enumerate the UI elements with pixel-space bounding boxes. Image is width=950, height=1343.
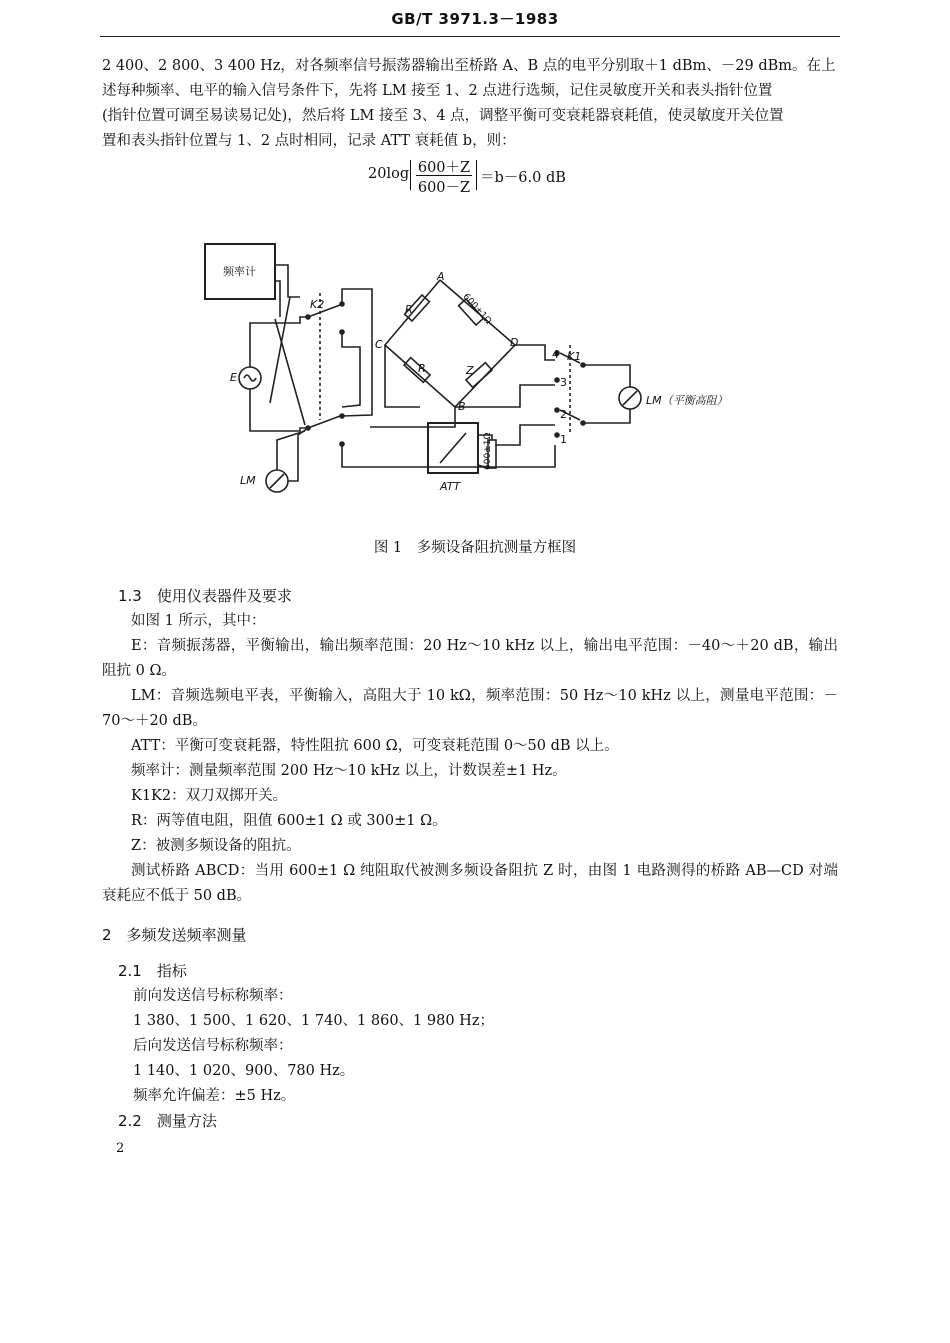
backward-frequencies-values: 1 140、1 020、900、780 Hz。 bbox=[133, 1063, 355, 1079]
section-2-title: 2 多频发送频率测量 bbox=[102, 926, 247, 944]
formula-rhs: ＝b－6.0 dB bbox=[480, 170, 566, 186]
label-node-c: C bbox=[375, 338, 383, 351]
backward-frequencies-label: 后向发送信号标称频率： bbox=[133, 1038, 293, 1054]
abs-bar-left bbox=[410, 160, 411, 190]
sec13-z-desc: Z：被测多频设备的阻抗。 bbox=[131, 838, 301, 854]
section-2-2-title: 2.2 测量方法 bbox=[118, 1112, 217, 1130]
sec13-freq-desc: 频率计：测量频率范围 200 Hz～10 kHz 以上，计数误差±1 Hz。 bbox=[131, 763, 567, 779]
header-rule bbox=[100, 36, 840, 37]
abs-bar-right bbox=[476, 160, 477, 190]
page-number: 2 bbox=[116, 1141, 125, 1156]
figure-caption: 图 1 多频设备阻抗测量方框图 bbox=[373, 540, 577, 556]
sec13-r-desc: R：两等值电阻，阻值 600±1 Ω 或 300±1 Ω。 bbox=[131, 813, 447, 829]
label-node-a: A bbox=[437, 270, 445, 283]
sec13-att-desc: ATT：平衡可变衰耗器，特性阻抗 600 Ω，可变衰耗范围 0～50 dB 以上。 bbox=[131, 738, 619, 754]
label-e: E bbox=[230, 371, 237, 384]
section-1-3-title: 1.3 使用仪表器件及要求 bbox=[118, 587, 292, 605]
label-bridge-z: Z bbox=[466, 364, 474, 377]
circuit-diagram bbox=[0, 235, 950, 505]
label-k2: K2 bbox=[310, 298, 325, 311]
label-node-b: B bbox=[458, 400, 466, 413]
label-resistor-r1: R bbox=[405, 303, 413, 316]
sec13-k-desc: K1K2：双刀双掷开关。 bbox=[131, 788, 288, 804]
label-terminal-1: 1 bbox=[560, 433, 567, 446]
label-resistor-600-top: 600±1Ω bbox=[460, 292, 493, 327]
label-terminal-4: 4 bbox=[552, 348, 559, 361]
label-frequency-meter: 频率计 bbox=[223, 265, 256, 278]
label-lm-left: LM bbox=[240, 474, 256, 487]
sec13-intro: 如图 1 所示，其中： bbox=[131, 613, 266, 629]
sec13-lm-desc: LM：音频选频电平表，平衡输入，高阻大于 10 kΩ，频率范围：50 Hz～10 kHz 以上，测量电平范围：－70～＋20 dB。 bbox=[102, 688, 838, 729]
formula-denominator: 600－Z bbox=[417, 180, 471, 196]
label-lm-right: LM（平衡高阻） bbox=[646, 394, 728, 407]
sec13-e-desc: E：音频振荡器，平衡输出，输出频率范围：20 Hz～10 kHz 以上，输出电平范围：－40～＋20 dB，输出阻抗 0 Ω。 bbox=[102, 638, 838, 679]
formula-numerator: 600＋Z bbox=[417, 160, 471, 176]
formula-lhs: 20log bbox=[368, 166, 410, 182]
label-resistor-600-att: 600±1Ω bbox=[483, 432, 493, 470]
forward-frequencies-label: 前向发送信号标称频率： bbox=[133, 988, 293, 1004]
label-resistor-r2: R bbox=[418, 362, 426, 375]
intro-line-2: 述每种频率、电平的输入信号条件下，先将 LM 接至 1、2 点进行选频，记住灵敏度开关和表头指针位置 bbox=[102, 83, 773, 99]
label-att: ATT bbox=[440, 480, 461, 493]
standard-number-header: GB/T 3971.3－1983 bbox=[391, 10, 559, 28]
label-k1: K1 bbox=[567, 350, 582, 363]
forward-frequencies-values: 1 380、1 500、1 620、1 740、1 860、1 980 Hz； bbox=[133, 1013, 494, 1029]
section-2-1-title: 2.1 指标 bbox=[118, 962, 187, 980]
label-terminal-3: 3 bbox=[560, 376, 567, 389]
label-node-d: D bbox=[510, 336, 519, 349]
intro-line-4: 置和表头指针位置与 1、2 点时相同，记录 ATT 衰耗值 b，则： bbox=[102, 133, 516, 149]
intro-line-3: (指针位置可调至易读易记处)，然后将 LM 接至 3、4 点，调整平衡可变衰耗器衰耗值，使灵敏度开关位置 bbox=[102, 108, 784, 124]
label-terminal-2: 2 bbox=[560, 408, 567, 421]
frequency-tolerance: 频率允许偏差：±5 Hz。 bbox=[133, 1088, 296, 1104]
intro-line-1: 2 400、2 800、3 400 Hz，对各频率信号振荡器输出至桥路 A、B 点的电平分别取＋1 dBm、－29 dBm。在上 bbox=[102, 58, 836, 74]
sec13-bridge-desc: 测试桥路 ABCD：当用 600±1 Ω 纯阻取代被测多频设备阻抗 Z 时，由图 1 电路测得的桥路 AB—CD 对端衰耗应不低于 50 dB。 bbox=[102, 863, 838, 904]
